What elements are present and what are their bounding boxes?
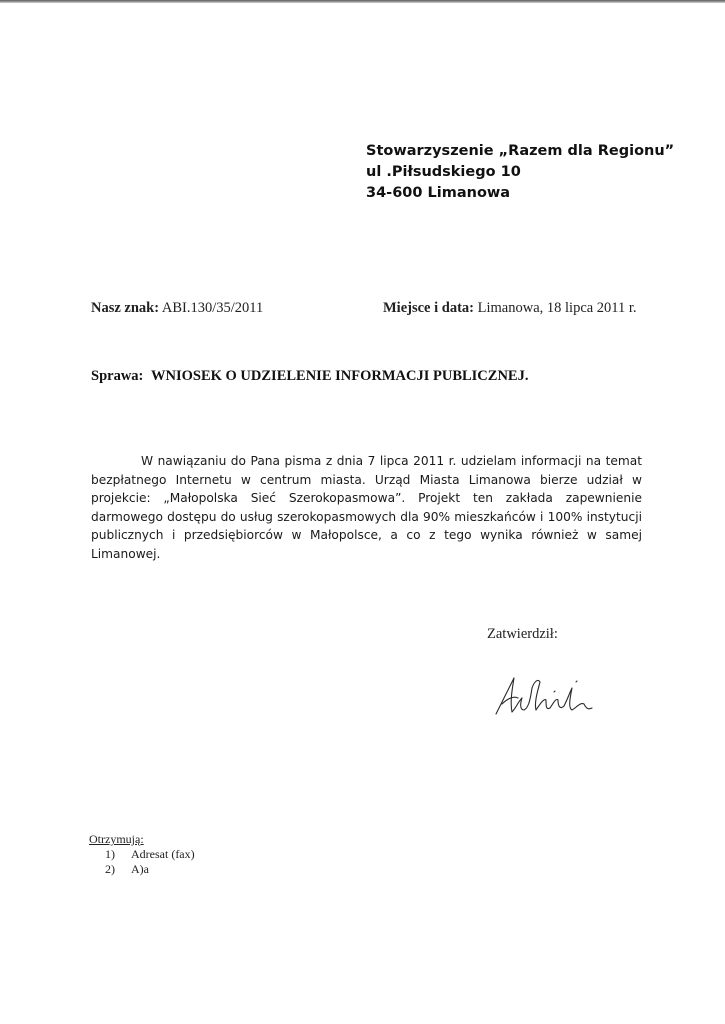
address-line-3: 34-600 Limanowa	[366, 185, 511, 201]
reference-label: Nasz znak:	[91, 300, 160, 316]
recipient-number: 2)	[105, 862, 115, 876]
recipient-text: A)a	[131, 862, 149, 876]
approved-label: Zatwierdził:	[487, 626, 558, 642]
reference-value: ABI.130/35/2011	[161, 300, 264, 316]
recipient-item	[105, 847, 195, 862]
place-date-value: Limanowa, 18 lipca 2011 r.	[477, 300, 637, 316]
subject-line	[91, 368, 528, 385]
signature-image	[488, 668, 598, 718]
recipient-number: 1)	[105, 847, 115, 861]
address-line-2: ul .Piłsudskiego 10	[366, 164, 521, 180]
place-date-label: Miejsce i data:	[383, 300, 474, 316]
place-and-date	[383, 300, 637, 317]
subject-label: Sprawa:	[91, 368, 144, 384]
letter-body: W nawiązaniu do Pana pisma z dnia 7 lipca 2011 r. udzielam informacji na temat bezpłatnego Internetu w centrum miasta. Urząd Miasta Limanowa bierze udział w projekcie: „Małopolska Sieć Szerokopasmowa”. Projekt ten zakłada zapewnienie darmowego dostępu do usług szerokopasmowych dla 90% mieszkańców i 100% instytucji publicznych i przedsiębiorców w Małopolsce, a co z tego wynika również w samej Limanowej.	[91, 454, 642, 561]
subject-value: WNIOSEK O UDZIELENIE INFORMACJI PUBLICZNEJ.	[151, 368, 529, 384]
recipients-heading: Otrzymują:	[89, 832, 144, 846]
recipient-text: Adresat (fax)	[131, 847, 195, 861]
recipient-address	[366, 141, 674, 204]
recipients-list	[89, 847, 195, 877]
recipients-section	[89, 832, 195, 877]
address-line-1: Stowarzyszenie „Razem dla Regionu”	[366, 143, 675, 159]
recipient-item	[105, 862, 195, 877]
reference-number	[91, 300, 263, 317]
scan-edge	[0, 0, 725, 3]
